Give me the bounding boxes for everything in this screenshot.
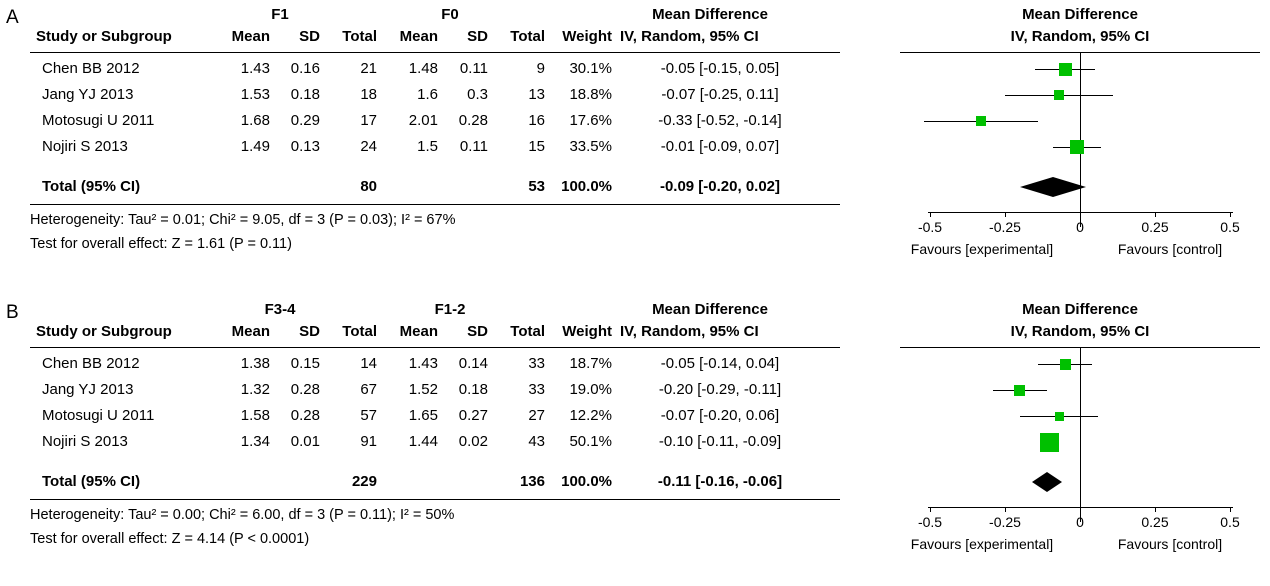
- total-total2: 136: [519, 473, 545, 490]
- panel-a-col-sd2: SD: [467, 28, 488, 45]
- effect-marker: [1060, 359, 1071, 370]
- panel-a-group1-header: F1: [271, 6, 289, 23]
- axis-tick: [1155, 212, 1156, 217]
- panel-a-overall-effect: Test for overall effect: Z = 1.61 (P = 0.11): [30, 236, 292, 252]
- row-study: Chen BB 2012: [42, 355, 140, 372]
- row-total1: 57: [360, 407, 377, 424]
- panel-b-plot: [900, 347, 1260, 552]
- favours-control-label: Favours [control]: [1117, 241, 1223, 257]
- panel-b-col-total1: Total: [342, 323, 377, 340]
- row-sd2: 0.14: [458, 355, 488, 372]
- row-sd2: 0.11: [459, 138, 488, 155]
- axis-tick-label: -0.5: [917, 219, 943, 235]
- row-total1: 24: [360, 138, 377, 155]
- pooled-diamond: [900, 469, 1260, 495]
- panel-a-col-ci: IV, Random, 95% CI: [620, 28, 759, 45]
- axis-tick: [1155, 507, 1156, 512]
- panel-b-overall-effect: Test for overall effect: Z = 4.14 (P < 0.0001): [30, 531, 310, 547]
- row-weight: 50.1%: [569, 433, 612, 450]
- row-study: Jang YJ 2013: [42, 381, 134, 398]
- effect-marker: [1054, 90, 1064, 100]
- panel-a-col-mean1: Mean: [231, 28, 270, 45]
- row-total2: 15: [528, 138, 545, 155]
- row-weight: 18.7%: [569, 355, 612, 372]
- row-ci: -0.07 [-0.20, 0.06]: [660, 407, 780, 424]
- effect-marker: [1070, 140, 1084, 154]
- row-mean1: 1.32: [240, 381, 270, 398]
- row-total2: 13: [528, 86, 545, 103]
- panel-b: [0, 295, 1270, 585]
- panel-a-col-study: Study or Subgroup: [36, 28, 172, 45]
- panel-b-col-study: Study or Subgroup: [36, 323, 172, 340]
- panel-b-col-sd2: SD: [467, 323, 488, 340]
- panel-a-plot: [900, 52, 1260, 257]
- total-ci: -0.09 [-0.20, 0.02]: [659, 178, 781, 195]
- axis-tick: [930, 507, 931, 512]
- row-sd1: 0.29: [290, 112, 320, 129]
- row-total1: 21: [360, 60, 377, 77]
- axis-tick-label: 0: [1076, 219, 1084, 235]
- panel-b-col-total2: Total: [510, 323, 545, 340]
- panel-a-letter: A: [6, 7, 19, 28]
- row-sd2: 0.28: [458, 112, 488, 129]
- row-mean1: 1.68: [240, 112, 270, 129]
- panel-b-group2-header: F1-2: [434, 301, 466, 318]
- row-mean2: 2.01: [408, 112, 438, 129]
- null-effect-line: [1080, 347, 1081, 522]
- axis-tick: [1080, 212, 1081, 217]
- panel-b-letter: B: [6, 302, 19, 323]
- panel-b-total-rule: [30, 499, 840, 500]
- row-sd2: 0.11: [459, 60, 488, 77]
- panel-a-col-total2: Total: [510, 28, 545, 45]
- row-mean1: 1.58: [240, 407, 270, 424]
- row-total2: 33: [528, 355, 545, 372]
- panel-a-col-sd1: SD: [299, 28, 320, 45]
- total-total1: 80: [360, 178, 377, 195]
- panel-a-heterogeneity: Heterogeneity: Tau² = 0.01; Chi² = 9.05, df = 3 (P = 0.03); I² = 67%: [30, 212, 456, 228]
- row-weight: 30.1%: [569, 60, 612, 77]
- panel-b-col-weight: Weight: [562, 323, 612, 340]
- panel-a-plot-header: Mean Difference: [1022, 6, 1138, 23]
- row-mean2: 1.6: [417, 86, 438, 103]
- row-weight: 12.2%: [569, 407, 612, 424]
- row-ci: -0.05 [-0.14, 0.04]: [660, 355, 780, 372]
- panel-b-plot-sub: IV, Random, 95% CI: [1010, 323, 1150, 340]
- row-study: Nojiri S 2013: [42, 433, 128, 450]
- row-ci: -0.05 [-0.15, 0.05]: [660, 60, 780, 77]
- row-total1: 91: [360, 433, 377, 450]
- panel-b-header-rule: [30, 347, 840, 348]
- row-total2: 43: [528, 433, 545, 450]
- row-total1: 18: [360, 86, 377, 103]
- effect-marker: [1040, 433, 1059, 452]
- axis-tick-label: 0.25: [1141, 514, 1169, 530]
- total-weight: 100.0%: [561, 178, 612, 195]
- panel-a-header-rule: [30, 52, 840, 53]
- axis-tick-label: 0.25: [1141, 219, 1169, 235]
- panel-b-effect-header: Mean Difference: [652, 301, 768, 318]
- row-ci: -0.10 [-0.11, -0.09]: [658, 433, 782, 450]
- row-mean1: 1.38: [240, 355, 270, 372]
- panel-b-col-mean2: Mean: [399, 323, 438, 340]
- total-label: Total (95% CI): [42, 178, 141, 195]
- row-sd1: 0.15: [290, 355, 320, 372]
- row-weight: 17.6%: [569, 112, 612, 129]
- panel-b-col-sd1: SD: [299, 323, 320, 340]
- panel-b-heterogeneity: Heterogeneity: Tau² = 0.00; Chi² = 6.00, df = 3 (P = 0.11); I² = 50%: [30, 507, 455, 523]
- row-sd1: 0.28: [290, 381, 320, 398]
- axis-tick: [1005, 212, 1006, 217]
- row-study: Chen BB 2012: [42, 60, 140, 77]
- panel-b-col-mean1: Mean: [231, 323, 270, 340]
- row-sd2: 0.02: [458, 433, 488, 450]
- axis-tick-label: 0: [1076, 514, 1084, 530]
- row-study: Motosugi U 2011: [42, 112, 155, 129]
- panel-a: [0, 0, 1270, 280]
- axis-tick: [1230, 507, 1231, 512]
- row-sd1: 0.28: [290, 407, 320, 424]
- axis-tick-label: -0.25: [989, 219, 1021, 235]
- row-mean2: 1.44: [408, 433, 438, 450]
- row-mean2: 1.65: [408, 407, 438, 424]
- row-sd1: 0.18: [290, 86, 320, 103]
- row-mean2: 1.5: [417, 138, 438, 155]
- panel-a-group2-header: F0: [441, 6, 459, 23]
- row-ci: -0.20 [-0.29, -0.11]: [658, 381, 782, 398]
- effect-marker: [1055, 412, 1064, 421]
- row-mean1: 1.53: [240, 86, 270, 103]
- row-mean2: 1.48: [408, 60, 438, 77]
- row-total2: 27: [528, 407, 545, 424]
- row-total2: 9: [536, 60, 545, 77]
- axis-tick: [930, 212, 931, 217]
- panel-b-col-ci: IV, Random, 95% CI: [620, 323, 759, 340]
- axis-tick-label: 0.5: [1220, 219, 1240, 235]
- axis-tick: [1005, 507, 1006, 512]
- axis-tick-label: -0.5: [917, 514, 943, 530]
- row-mean1: 1.43: [240, 60, 270, 77]
- row-weight: 33.5%: [569, 138, 612, 155]
- panel-b-group1-header: F3-4: [264, 301, 296, 318]
- total-label: Total (95% CI): [42, 473, 141, 490]
- total-weight: 100.0%: [561, 473, 612, 490]
- row-mean1: 1.49: [240, 138, 270, 155]
- row-weight: 18.8%: [569, 86, 612, 103]
- row-total2: 33: [528, 381, 545, 398]
- total-ci: -0.11 [-0.16, -0.06]: [657, 473, 783, 490]
- panel-a-total-rule: [30, 204, 840, 205]
- total-total2: 53: [528, 178, 545, 195]
- axis-tick: [1080, 507, 1081, 512]
- axis-tick-label: -0.25: [989, 514, 1021, 530]
- row-sd1: 0.16: [290, 60, 320, 77]
- row-sd2: 0.27: [458, 407, 488, 424]
- row-sd2: 0.18: [458, 381, 488, 398]
- axis-tick-label: 0.5: [1220, 514, 1240, 530]
- row-study: Jang YJ 2013: [42, 86, 134, 103]
- effect-marker: [1014, 385, 1025, 396]
- row-mean1: 1.34: [240, 433, 270, 450]
- favours-experimental-label: Favours [experimental]: [910, 241, 1054, 257]
- row-total2: 16: [528, 112, 545, 129]
- pooled-diamond: [900, 174, 1260, 200]
- row-weight: 19.0%: [569, 381, 612, 398]
- panel-a-effect-header: Mean Difference: [652, 6, 768, 23]
- panel-b-plot-header: Mean Difference: [1022, 301, 1138, 318]
- row-ci: -0.07 [-0.25, 0.11]: [661, 86, 779, 103]
- panel-a-col-total1: Total: [342, 28, 377, 45]
- effect-marker: [976, 116, 986, 126]
- panel-a-plot-sub: IV, Random, 95% CI: [1010, 28, 1150, 45]
- row-ci: -0.01 [-0.09, 0.07]: [660, 138, 780, 155]
- favours-control-label: Favours [control]: [1117, 536, 1223, 552]
- panel-a-col-weight: Weight: [562, 28, 612, 45]
- row-sd1: 0.01: [290, 433, 320, 450]
- row-ci: -0.33 [-0.52, -0.14]: [658, 112, 782, 129]
- axis-tick: [1230, 212, 1231, 217]
- row-sd1: 0.13: [290, 138, 320, 155]
- row-mean2: 1.52: [408, 381, 438, 398]
- row-total1: 67: [360, 381, 377, 398]
- total-total1: 229: [351, 473, 377, 490]
- panel-a-col-mean2: Mean: [399, 28, 438, 45]
- row-mean2: 1.43: [408, 355, 438, 372]
- row-total1: 17: [360, 112, 377, 129]
- favours-experimental-label: Favours [experimental]: [910, 536, 1054, 552]
- row-study: Motosugi U 2011: [42, 407, 155, 424]
- row-total1: 14: [360, 355, 377, 372]
- effect-marker: [1059, 63, 1072, 76]
- row-study: Nojiri S 2013: [42, 138, 128, 155]
- row-sd2: 0.3: [467, 86, 488, 103]
